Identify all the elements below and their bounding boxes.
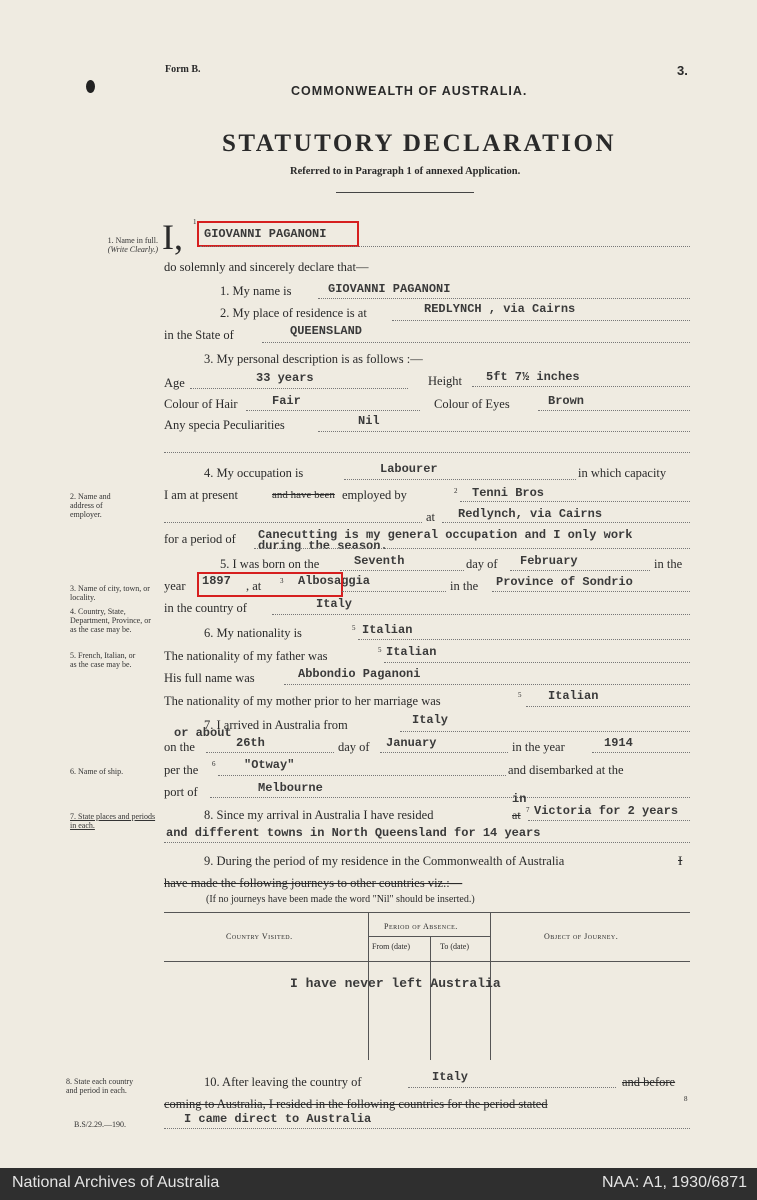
l8-label: 8. Since my arrival in Australia I have resided: [204, 808, 434, 822]
l9-note: (If no journeys have been made the word "Nil" should be inserted.): [206, 894, 475, 905]
at-line: [442, 522, 690, 523]
l10-line-2: [164, 1128, 690, 1129]
col-to: To (date): [440, 942, 469, 951]
name-highlight: [197, 221, 359, 247]
l1-label: 1. My name is: [220, 284, 292, 298]
resided-line-1: [528, 820, 690, 821]
l6-label: 6. My nationality is: [204, 626, 302, 640]
l10-struck-2: coming to Australia, I resided in the following countries for the period stated: [164, 1097, 548, 1111]
resided-value-1: Victoria for 2 years: [534, 804, 679, 818]
margin-note-8: 8. State each country and period in each.: [66, 1077, 134, 1095]
col-object: Object of Journey.: [544, 932, 619, 941]
mother-label: The nationality of my mother prior to her marriage was: [164, 694, 441, 708]
employer-line: [460, 501, 690, 502]
l2-line: [392, 320, 690, 321]
commonwealth-heading: COMMONWEALTH OF AUSTRALIA.: [291, 84, 528, 98]
ship-line: [218, 775, 506, 776]
mother-line: [526, 706, 690, 707]
at-label: at: [426, 510, 436, 524]
hair-value: Fair: [272, 394, 301, 408]
margin-note-6: 6. Name of ship.: [70, 767, 124, 776]
arrival-year-line: [592, 752, 690, 753]
hair-line: [246, 410, 420, 411]
pec-line: [318, 431, 690, 432]
at-value: Redlynch, via Cairns: [458, 507, 603, 521]
resided-value-2: and different towns in North Queensland for 14 years: [166, 826, 541, 840]
state-value: QUEENSLAND: [290, 324, 363, 338]
l10-value-2: I came direct to Australia: [184, 1112, 372, 1126]
age-label: Age: [164, 376, 185, 390]
margin-note-4: 4. Country, State, Department, Province, or as the case may be.: [70, 607, 151, 634]
age-line: [190, 388, 408, 389]
page-number: 3.: [677, 63, 688, 78]
employed-label: I am at present: [164, 488, 238, 502]
col-from: From (date): [372, 942, 410, 951]
arrived-from: Italy: [412, 713, 449, 727]
birth-day-line: [340, 570, 464, 571]
title-rule: [336, 192, 474, 193]
l9-i-struck: I: [678, 853, 683, 868]
on-the: on the: [164, 740, 195, 754]
port-label: port of: [164, 785, 198, 799]
footnote-5c: 5: [518, 691, 522, 699]
form-label: Form B.: [165, 64, 201, 75]
height-label: Height: [428, 374, 463, 388]
eyes-value: Brown: [548, 394, 585, 408]
big-i: I,: [162, 217, 183, 257]
height-value: 5ft 7½ inches: [486, 370, 580, 384]
birth-province: Province of Sondrio: [496, 575, 633, 589]
arrival-day: 26th: [236, 736, 265, 750]
employer-value: Tenni Bros: [472, 486, 545, 500]
col-period: Period of Absence.: [384, 922, 458, 931]
arrival-year: 1914: [604, 736, 633, 750]
col-country: Country Visited.: [226, 932, 293, 941]
l1-line: [318, 298, 690, 299]
table-top: [164, 912, 690, 913]
l4-label: 4. My occupation is: [204, 466, 304, 480]
nationality-value: Italian: [362, 623, 413, 637]
l2-label: 2. My place of residence is at: [220, 306, 367, 320]
l1-value: GIOVANNI PAGANONI: [328, 282, 451, 296]
solemnly-text: do solemnly and sincerely declare that—: [164, 260, 369, 274]
l9-struck: have made the following journeys to other countries viz.:—: [164, 876, 463, 890]
eyes-label: Colour of Eyes: [434, 397, 510, 411]
day-of-2: day of: [338, 740, 370, 754]
l10-value: Italy: [432, 1070, 469, 1084]
pec-label: Any specia Peculiarities: [164, 418, 285, 432]
margin-note-7: 7. State places and periods in each.: [70, 812, 156, 830]
ink-blot: [86, 80, 95, 93]
archive-footer: [0, 1168, 757, 1200]
form-code: B.S/2.29.—190.: [74, 1120, 127, 1129]
employer-line-2: [164, 522, 422, 523]
country-line: [272, 614, 690, 615]
year-label: year: [164, 579, 186, 593]
father-value: Italian: [386, 645, 437, 659]
birth-month: February: [520, 554, 578, 568]
l2-value: REDLYNCH , via Cairns: [424, 302, 576, 316]
margin-note-3: 3. Name of city, town, or locality.: [70, 584, 150, 602]
per-the: per the: [164, 763, 199, 777]
pec-value: Nil: [358, 414, 380, 428]
father-label: The nationality of my father was: [164, 649, 328, 663]
father-line: [384, 662, 690, 663]
resided-in: in: [512, 792, 527, 806]
state-line: [262, 342, 690, 343]
arrival-day-line: [206, 752, 334, 753]
fullname-value: Abbondio Paganoni: [298, 667, 421, 681]
l9-label: 9. During the period of my residence in the Commonwealth of Australia: [204, 854, 565, 868]
l3-label: 3. My personal description is as follows :—: [204, 352, 423, 366]
l10-label: 10. After leaving the country of: [204, 1075, 362, 1089]
resided-at-struck: at: [512, 808, 521, 822]
birth-year: 1897: [202, 574, 231, 588]
footnote-7: 7: [526, 806, 530, 814]
birth-highlight: [197, 572, 343, 597]
l4-value: Labourer: [380, 462, 438, 476]
employed-label-2: employed by: [342, 488, 407, 502]
margin-note-5: 5. French, Italian, or as the case may be.: [70, 651, 136, 669]
footer-left: National Archives of Australia: [12, 1174, 220, 1191]
declarant-name: GIOVANNI PAGANONI: [204, 227, 327, 241]
nationality-line: [358, 639, 690, 640]
country-label: in the country of: [164, 601, 247, 615]
in-year: in the year: [512, 740, 565, 754]
at-2: , at: [246, 579, 262, 593]
ship-name: "Otway": [244, 758, 295, 772]
period-value-2: during the season.: [258, 539, 388, 553]
eyes-line: [538, 410, 690, 411]
port-value: Melbourne: [258, 781, 323, 795]
period-line: [254, 548, 690, 549]
margin-note-1: 1. Name in full. (Write Clearly.): [107, 236, 158, 254]
province-line: [492, 591, 690, 592]
l7-label: 7. I arrived in Australia from: [204, 718, 348, 732]
birth-day: Seventh: [354, 554, 405, 568]
in-the: in the: [654, 557, 683, 571]
country-value: Italy: [316, 597, 353, 611]
pec-line-2: [164, 452, 690, 453]
page-title: STATUTORY DECLARATION: [222, 130, 617, 157]
day-of: day of: [466, 557, 498, 571]
table-col-line-2: [430, 936, 431, 1060]
period-label: for a period of: [164, 532, 236, 546]
l10-line: [408, 1087, 616, 1088]
or-about: or about: [174, 726, 232, 740]
footnote-6: 6: [212, 760, 216, 768]
port-line: [210, 797, 690, 798]
fullname-label: His full name was: [164, 671, 255, 685]
arrival-month-line: [380, 752, 508, 753]
age-value: 33 years: [256, 371, 314, 385]
table-head-bottom: [164, 961, 690, 962]
footnote-3: 3: [280, 577, 284, 585]
footnote-8: 8: [684, 1095, 688, 1103]
in-the-2: in the: [450, 579, 479, 593]
margin-note-2: 2. Name and address of employer.: [70, 492, 111, 519]
arrived-line: [400, 731, 690, 732]
footnote-5b: 5: [378, 646, 382, 654]
journey-entry: I have never left Australia: [290, 976, 501, 991]
table-sub-line: [368, 936, 490, 937]
birth-month-line: [510, 570, 650, 571]
l4-tail: in which capacity: [578, 466, 667, 480]
disembarked-text: and disembarked at the: [508, 763, 624, 777]
employed-struck: and have been: [272, 489, 335, 501]
fullname-line: [284, 684, 690, 685]
height-line: [472, 386, 690, 387]
l4-line: [344, 479, 576, 480]
birth-place: Albosaggia: [298, 574, 371, 588]
resided-line-2: [164, 842, 690, 843]
subtitle: Referred to in Paragraph 1 of annexed Application.: [290, 166, 521, 177]
footer-right: NAA: A1, 1930/6871: [602, 1174, 747, 1191]
hair-label: Colour of Hair: [164, 397, 238, 411]
state-label: in the State of: [164, 328, 234, 342]
footnote-2: 2: [454, 487, 458, 495]
arrival-month: January: [386, 736, 437, 750]
footnote-5a: 5: [352, 624, 356, 632]
period-value-1: Canecutting is my general occupation and I only work: [258, 528, 633, 542]
l5-label: 5. I was born on the: [220, 557, 320, 571]
l10-struck-1: and before: [622, 1075, 676, 1089]
name-line: [200, 246, 690, 247]
birth-place-line: [342, 591, 446, 592]
footnote-1: 1: [193, 218, 197, 226]
mother-value: Italian: [548, 689, 599, 703]
